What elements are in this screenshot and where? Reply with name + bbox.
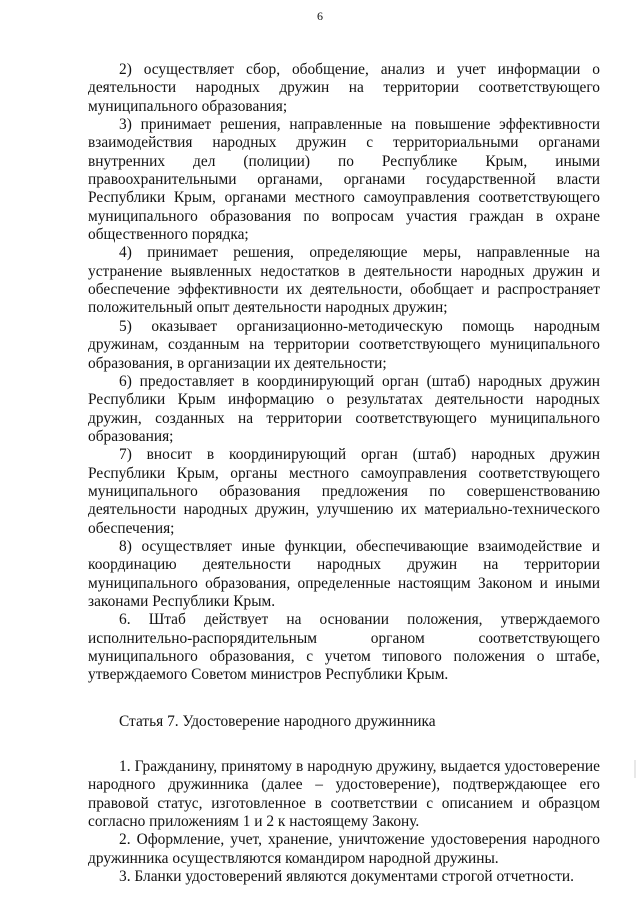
scan-mark xyxy=(634,760,636,778)
article7-part-1: 1. Гражданину, принятому в народную дружину, выдается удостоверение народного дружинника (далее – удостоверение), подтверждающее его правовой статус, изготовленное в соответствии с описанием и образцом согласно приложениям 1 и 2 к настоящему Закону. xyxy=(88,758,600,831)
article7-part-2: 2. Оформление, учет, хранение, уничтожение удостоверения народного дружинника осуществляются командиром народной дружины. xyxy=(88,831,600,867)
article6-item-5: 5) оказывает организационно-методическую помощь народным дружинам, созданным на территории соответствующего муниципального образования, в организации их деятельности; xyxy=(88,317,600,372)
article7-heading: Статья 7. Удостоверение народного дружинника xyxy=(119,712,436,730)
article6-part-6: 6. Штаб действует на основании положения, утверждаемого исполнительно-распорядительным органом соответствующего муниципального образования, с учетом типового положения о штабе, утверждаемого Советом министров Республики Крым. xyxy=(88,611,600,684)
article6-item-8: 8) осуществляет иные функции, обеспечивающие взаимодействие и координацию деятельности народных дружин на территории муниципального образования, определенные настоящим Законом и иными законами Республики Крым. xyxy=(88,537,600,610)
article6-item-6: 6) предоставляет в координирующий орган (штаб) народных дружин Республики Крым информацию о результатах деятельности народных дружин, созданных на территории соответствующего муниципального образования; xyxy=(88,372,600,445)
article6-item-2: 2) осуществляет сбор, обобщение, анализ и учет информации о деятельности народных дружин на территории соответствующего муниципального образования; xyxy=(88,61,600,115)
article6-item-4: 4) принимает решения, определяющие меры, направленные на устранение выявленных недостатков в деятельности народных дружин и обеспечение эффективности их деятельности, обобщает и распространяет положительный опыт деятельности народных дружин; xyxy=(88,244,600,317)
article6-item-7: 7) вносит в координирующий орган (штаб) народных дружин Республики Крым, органы местного самоуправления соответствующего муниципального образования предложения по совершенствованию деятельности народных дружин, улучшению их материально-технического обеспечения; xyxy=(88,446,600,537)
article6-item-3: 3) принимает решения, направленные на повышение эффективности взаимодействия народных дружин с территориальными органами внутренних дел (полиции) по Республике Крым, иными правоохранительными органами, органами государственной власти Республики Крым, органами местного самоуправления соответствующего муниципального образования по вопросам участия граждан в охране общественного порядка; xyxy=(88,116,600,244)
article7-part-3: 3. Бланки удостоверений являются документами строгой отчетности. xyxy=(119,868,574,886)
document-body xyxy=(88,61,600,886)
page-number: 6 xyxy=(317,9,323,23)
